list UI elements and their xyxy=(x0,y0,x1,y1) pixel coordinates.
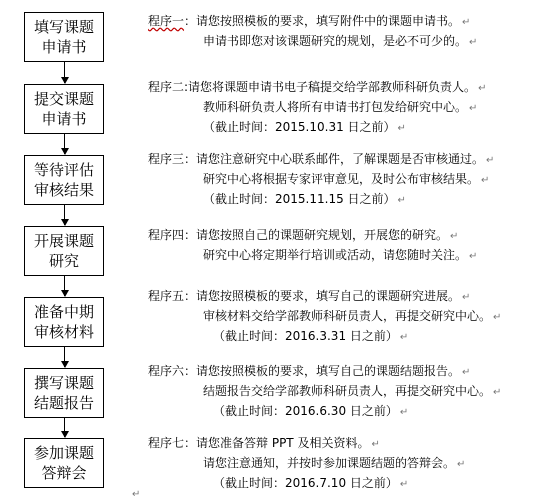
paragraph-mark-icon: ↵ xyxy=(457,459,466,470)
down-arrow-icon xyxy=(64,418,65,437)
step-description-5 xyxy=(148,287,538,347)
step-box-7 xyxy=(24,438,104,488)
step-tag: 程序六 xyxy=(148,364,185,378)
step-deadline: （截止时间：2016.7.10 日之前） xyxy=(213,476,398,490)
step-line: ：请您按照模板的要求，填写自己的课题结题报告。 xyxy=(184,364,461,378)
step-box-label: 撰写课题 结题报告 xyxy=(33,374,94,412)
step-description-6 xyxy=(148,362,538,422)
step-line: 申请书即您对该课题研究的规划，是必不可少的。 xyxy=(203,34,468,48)
paragraph-mark-icon: ↵ xyxy=(486,155,495,166)
down-arrow-icon xyxy=(64,134,65,154)
step-line: 教师科研负责人将所有申请书打包发给研究中心。 xyxy=(203,100,468,114)
step-line: 研究中心将根据专家评审意见，及时公布审核结果。 xyxy=(203,172,480,186)
step-box-3 xyxy=(24,155,104,205)
step-deadline: （截止时间：2016.6.30 日之前） xyxy=(213,404,398,418)
paragraph-mark-icon: ↵ xyxy=(462,292,471,303)
step-line: ：请您注意研究中心联系邮件，了解课题是否审核通过。 xyxy=(184,152,485,166)
paragraph-mark-icon: ↵ xyxy=(469,37,478,48)
paragraph-mark-icon: ↵ xyxy=(397,195,406,206)
paragraph-mark-icon: ↵ xyxy=(399,479,409,490)
paragraph-mark-icon: ↵ xyxy=(469,251,478,262)
step-description-7 xyxy=(148,434,538,494)
step-box-4 xyxy=(24,226,104,276)
step-box-6 xyxy=(24,368,104,418)
step-box-label: 参加课题 答辩会 xyxy=(33,444,94,482)
step-line: ：请您按照模板的要求，填写自己的课题研究进展。 xyxy=(184,289,461,303)
step-line: :请您将课题申请书电子稿提交给学部教师科研负责人。 xyxy=(184,80,477,94)
step-box-5 xyxy=(24,297,104,347)
down-arrow-icon xyxy=(64,205,65,225)
step-deadline: （截止时间：2016.3.31 日之前） xyxy=(213,329,398,343)
paragraph-mark-icon: ↵ xyxy=(493,312,502,323)
paragraph-mark-icon: ↵ xyxy=(469,103,478,114)
step-description-3 xyxy=(148,150,538,210)
step-box-label: 填写课题 申请书 xyxy=(33,18,94,56)
step-tag: 程序五 xyxy=(148,289,185,303)
step-line: 审核材料交给学部教师科研员责人，再提交研究中心。 xyxy=(203,309,492,323)
step-line: ：请您准备答辩 PPT 及相关资料。 xyxy=(184,436,370,450)
paragraph-mark-icon: ↵ xyxy=(481,175,490,186)
step-description-4 xyxy=(148,226,538,266)
paragraph-mark-icon: ↵ xyxy=(399,332,409,343)
step-box-label: 开展课题 研究 xyxy=(33,232,94,270)
step-box-2 xyxy=(24,84,104,134)
step-box-label: 准备中期 审核材料 xyxy=(33,303,94,341)
step-tag: 程序三 xyxy=(148,152,185,166)
paragraph-mark-icon: ↵ xyxy=(132,489,141,500)
step-tag: 程序一 xyxy=(148,14,185,28)
paragraph-mark-icon: ↵ xyxy=(399,407,409,418)
step-tag: 程序二 xyxy=(148,80,185,94)
step-line: 请您注意通知，并按时参加课题结题的答辩会。 xyxy=(203,456,456,470)
paragraph-mark-icon: ↵ xyxy=(493,387,502,398)
paragraph-mark-icon: ↵ xyxy=(462,367,471,378)
step-line: 结题报告交给学部教师科研员责人，再提交研究中心。 xyxy=(203,384,492,398)
down-arrow-icon xyxy=(64,347,65,367)
step-deadline: （截止时间：2015.10.31 日之前） xyxy=(203,120,396,134)
down-arrow-icon xyxy=(64,276,65,296)
step-box-label: 提交课题 申请书 xyxy=(33,90,94,128)
step-description-1 xyxy=(148,12,538,52)
step-deadline: （截止时间：2015.11.15 日之前） xyxy=(203,192,396,206)
step-box-label: 等待评估 审核结果 xyxy=(33,161,94,199)
step-line: ：请您按照模板的要求，填写附件中的课题申请书。 xyxy=(184,14,461,28)
down-arrow-icon xyxy=(64,62,65,83)
step-tag: 程序四 xyxy=(148,228,185,242)
paragraph-mark-icon: ↵ xyxy=(478,83,487,94)
paragraph-mark-icon: ↵ xyxy=(450,231,459,242)
paragraph-mark-icon: ↵ xyxy=(462,17,471,28)
step-description-2 xyxy=(148,78,538,138)
paragraph-mark-icon: ↵ xyxy=(397,123,406,134)
step-box-1 xyxy=(24,12,104,62)
step-line: 研究中心将定期举行培训或活动，请您随时关注。 xyxy=(203,248,468,262)
step-tag: 程序七 xyxy=(148,436,185,450)
paragraph-mark-icon: ↵ xyxy=(371,439,380,450)
step-line: ：请您按照自己的课题研究规划，开展您的研究。 xyxy=(184,228,449,242)
